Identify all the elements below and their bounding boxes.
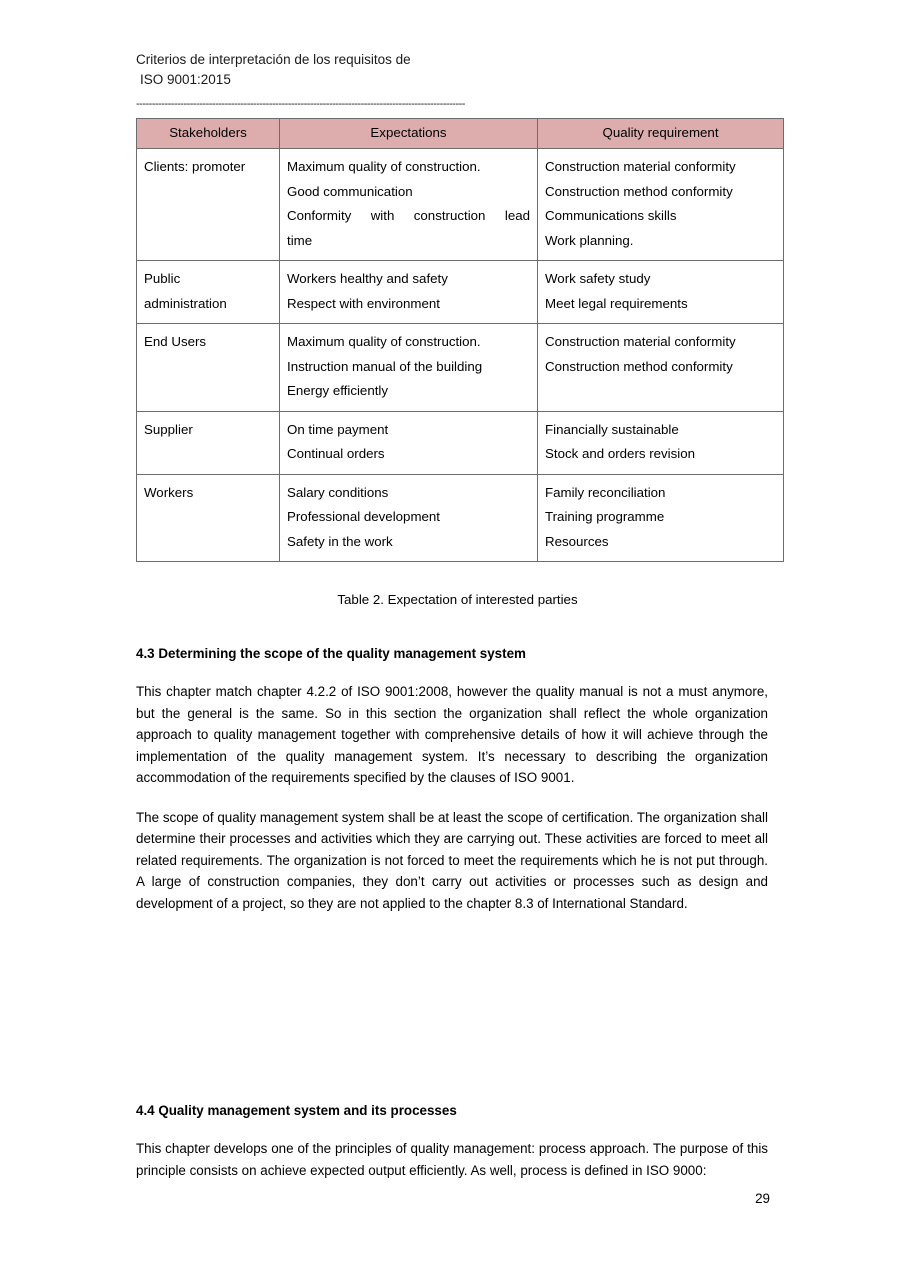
- cell-expectations: [280, 261, 538, 324]
- cell-expectations: [280, 474, 538, 562]
- column-header-quality-requirement: Quality requirement: [538, 119, 784, 149]
- cell-line: Conformity with construction lead: [287, 208, 530, 223]
- cell-line: Instruction manual of the building: [287, 358, 483, 374]
- cell-expectations: [280, 324, 538, 412]
- cell-line: On time payment: [287, 421, 389, 437]
- column-header-stakeholders: Stakeholders: [137, 119, 280, 149]
- cell-stakeholder: [137, 324, 280, 412]
- section-heading-4-4: 4.4 Quality management system and its processes: [136, 1103, 457, 1118]
- section-spacer: [136, 914, 770, 1064]
- table-row: [137, 149, 784, 261]
- cell-line: Safety in the work: [287, 533, 393, 549]
- table-row: [137, 261, 784, 324]
- cell-stakeholder: [137, 474, 280, 562]
- cell-line: Maximum quality of construction.: [287, 159, 481, 174]
- cell-expectations: [280, 149, 538, 261]
- cell-line: Meet legal requirements: [545, 295, 688, 311]
- cell-line: Supplier: [144, 421, 193, 437]
- column-header-expectations: Expectations: [280, 119, 538, 149]
- cell-line: Training programme: [545, 509, 665, 524]
- table-header-row: [137, 119, 784, 149]
- cell-line: Continual orders: [287, 446, 385, 461]
- document-header-line-2: ISO 9001:2015: [140, 72, 231, 87]
- cell-stakeholder: [137, 411, 280, 474]
- cell-quality: [538, 474, 784, 562]
- table-caption: Table 2. Expectation of interested parties: [337, 592, 578, 607]
- cell-line: Energy efficiently: [287, 383, 389, 398]
- cell-line: Good communication: [287, 183, 413, 199]
- interested-parties-table: [136, 118, 784, 562]
- cell-line: Construction material conformity: [545, 159, 736, 174]
- cell-line: Work planning.: [545, 232, 634, 248]
- cell-line: Public: [144, 271, 181, 286]
- cell-line: Resources: [545, 533, 609, 549]
- cell-line: time: [287, 232, 313, 248]
- cell-line: Maximum quality of construction.: [287, 334, 481, 349]
- document-header-line-1: Criterios de interpretación de los requisitos de: [136, 52, 411, 67]
- cell-quality: [538, 324, 784, 412]
- cell-line: Work safety study: [545, 271, 651, 286]
- paragraph-4-3-1: This chapter match chapter 4.2.2 of ISO 9001:2008, however the quality manual is not a must anymore, but the general is the same. So in this section the organization shall reflect the whole organization approach to quality management together with comprehensive details of how it will achieve through the implementation of the quality management system. It’s necessary to describing the organization accommodation of the requirements specified by the clauses of ISO 9001.: [136, 684, 768, 785]
- cell-stakeholder: [137, 149, 280, 261]
- cell-line: Financially sustainable: [545, 421, 679, 437]
- section-heading-4-3: 4.3 Determining the scope of the quality management system: [136, 646, 526, 661]
- cell-quality: [538, 411, 784, 474]
- cell-line: Respect with environment: [287, 295, 440, 311]
- cell-line: administration: [144, 295, 227, 311]
- cell-line: Communications skills: [545, 208, 677, 223]
- paragraph-4-3-2: The scope of quality management system shall be at least the scope of certification. The organization shall determine their processes and activities which they are carrying out. These activities are forced to meet all related requirements. The organization is not forced to meet the requirements which he is not put through. A large of construction companies, they don’t carry out activities or processes such as design and development of a project, so they are not applied to the chapter 8.3 of International Standard.: [136, 809, 768, 911]
- cell-line: Construction method conformity: [545, 358, 733, 374]
- page-number: 29: [755, 1191, 770, 1206]
- cell-line: Family reconciliation: [545, 484, 666, 500]
- cell-line: Professional development: [287, 509, 441, 524]
- cell-line: End Users: [144, 334, 207, 349]
- paragraph-4-4-1: This chapter develops one of the principles of quality management: process approach. The purpose of this principle consists on achieve expected output efficiently. As well, process is defined in ISO 9000:: [136, 1141, 768, 1178]
- header-divider: --------------------------------------------------------------------------------------------------------: [136, 98, 465, 110]
- cell-quality: [538, 261, 784, 324]
- cell-line: Workers: [144, 484, 194, 500]
- table-row: [137, 324, 784, 412]
- cell-line: Stock and orders revision: [545, 446, 696, 461]
- cell-line: Workers healthy and safety: [287, 271, 448, 286]
- table-row: [137, 474, 784, 562]
- cell-line: Salary conditions: [287, 484, 389, 500]
- cell-expectations: [280, 411, 538, 474]
- table-row: [137, 411, 784, 474]
- cell-stakeholder: [137, 261, 280, 324]
- cell-quality: [538, 149, 784, 261]
- cell-line: Construction material conformity: [545, 334, 736, 349]
- cell-line: Construction method conformity: [545, 183, 733, 199]
- cell-line: Clients: promoter: [144, 159, 246, 174]
